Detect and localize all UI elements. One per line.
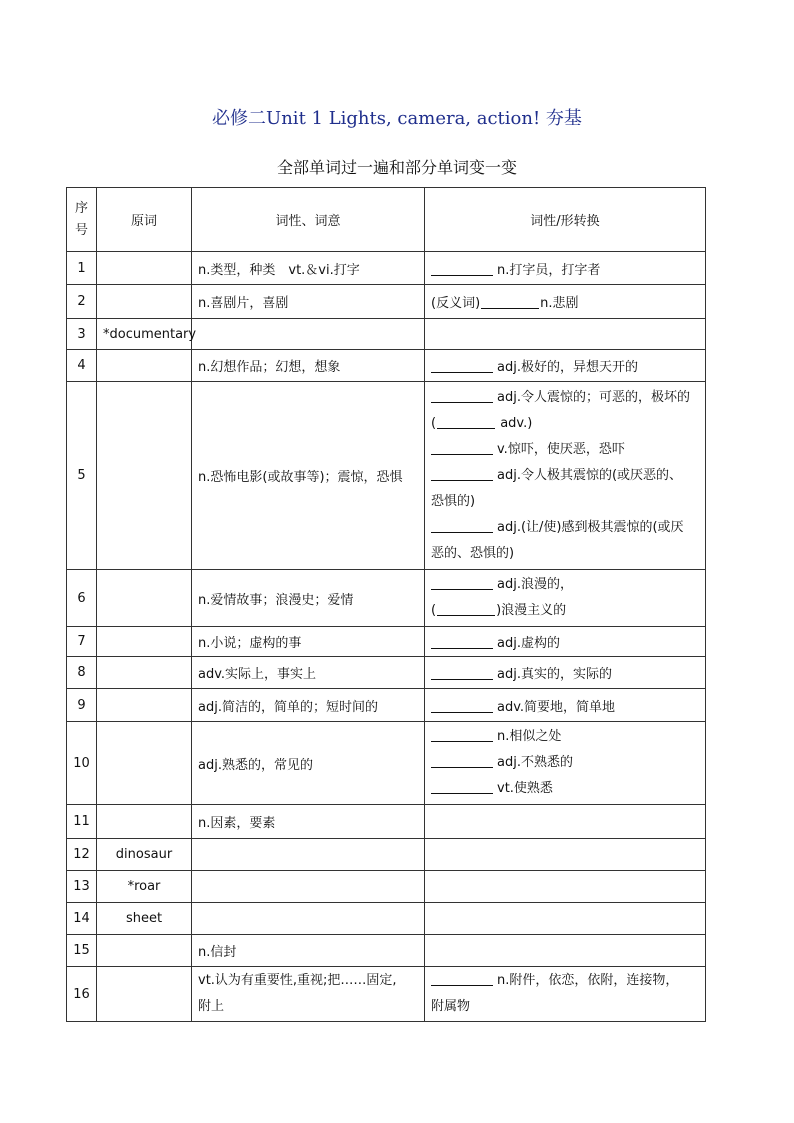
word-forms: [425, 967, 706, 1022]
table-row: [67, 627, 706, 657]
word-forms: [425, 689, 706, 722]
row-number: 3: [67, 319, 97, 350]
answer-blank[interactable]: [431, 753, 493, 768]
form-hint: adj.不熟悉的: [497, 755, 573, 770]
form-hint: n.悲剧: [540, 296, 579, 311]
row-number: 13: [67, 871, 97, 903]
word-meaning: [192, 903, 425, 935]
answer-blank[interactable]: [431, 698, 493, 713]
word-forms: [425, 935, 706, 967]
table-row: [67, 839, 706, 871]
row-number: 10: [67, 722, 97, 805]
word-forms: [425, 319, 706, 350]
table-row: [67, 903, 706, 935]
original-word: dinosaur: [97, 839, 192, 871]
form-hint: adv.简要地，简单地: [497, 699, 616, 715]
original-word: [97, 627, 192, 657]
word-meaning: [192, 967, 425, 1022]
answer-blank[interactable]: [431, 779, 493, 794]
vocabulary-table: [66, 187, 706, 1022]
row-number: 12: [67, 839, 97, 871]
original-word: [97, 935, 192, 967]
answer-blank[interactable]: [431, 261, 493, 276]
word-meaning: n.信封: [192, 935, 425, 967]
word-meaning: n.喜剧片，喜剧: [192, 285, 425, 319]
original-word: [97, 657, 192, 689]
answer-blank[interactable]: [431, 466, 493, 481]
answer-blank[interactable]: [437, 601, 495, 616]
original-word: [97, 570, 192, 627]
word-forms: [425, 382, 706, 570]
table-row: [67, 871, 706, 903]
word-meaning: n.恐怖电影(或故事等)；震惊，恐惧: [192, 382, 425, 570]
form-hint: adj.令人极其震惊的(或厌恶的、: [497, 467, 683, 483]
form-hint: adv.): [500, 415, 533, 431]
answer-blank[interactable]: [431, 388, 493, 403]
row-number: 8: [67, 657, 97, 689]
form-hint: n.附件，依恋，依附，连接物，: [497, 973, 679, 988]
row-number: 14: [67, 903, 97, 935]
answer-blank[interactable]: [431, 727, 493, 742]
answer-blank[interactable]: [431, 440, 493, 455]
original-word: [97, 689, 192, 722]
word-meaning: [192, 319, 425, 350]
form-hint: 恐惧的): [431, 493, 476, 509]
original-word: [97, 382, 192, 570]
original-word: sheet: [97, 903, 192, 935]
form-hint: (: [431, 415, 437, 431]
word-meaning: n.因素，要素: [192, 805, 425, 839]
original-word: [97, 805, 192, 839]
word-meaning: adv.实际上，事实上: [192, 657, 425, 689]
form-hint: 恶的、恐惧的): [431, 545, 515, 561]
table-row: [67, 285, 706, 319]
word-forms: [425, 657, 706, 689]
table-row: [67, 570, 706, 627]
form-hint: n.相似之处: [497, 729, 562, 744]
row-number: 16: [67, 967, 97, 1022]
form-hint: )浪漫主义的: [496, 603, 567, 618]
meaning-line: 附上: [198, 999, 225, 1014]
word-meaning: [192, 839, 425, 871]
original-word: *documentary: [97, 319, 192, 350]
answer-blank[interactable]: [431, 665, 493, 680]
row-number: 11: [67, 805, 97, 839]
row-number: 7: [67, 627, 97, 657]
word-forms: [425, 350, 706, 382]
answer-blank[interactable]: [481, 294, 539, 309]
word-forms: [425, 252, 706, 285]
answer-blank[interactable]: [431, 518, 493, 533]
word-forms: [425, 627, 706, 657]
word-forms: [425, 903, 706, 935]
word-meaning: [192, 871, 425, 903]
form-hint: n.打字员，打字者: [497, 262, 601, 278]
word-meaning: n.爱情故事；浪漫史；爱情: [192, 570, 425, 627]
word-forms: [425, 570, 706, 627]
table-row: [67, 967, 706, 1022]
header-seq: 序 号: [67, 188, 97, 252]
table-header-row: [67, 188, 706, 252]
form-hint: 附属物: [431, 999, 471, 1014]
header-original: 原词: [97, 188, 192, 252]
answer-blank[interactable]: [431, 358, 493, 373]
row-number: 9: [67, 689, 97, 722]
word-forms: [425, 722, 706, 805]
form-hint: adj.(让/使)感到极其震惊的(或厌: [497, 519, 684, 535]
page-subtitle: 全部单词过一遍和部分单词变一变: [276, 158, 517, 177]
meaning-line: vt.认为有重要性,重视;把……固定,: [198, 973, 397, 988]
word-forms: [425, 871, 706, 903]
table-row: [67, 805, 706, 839]
original-word: [97, 350, 192, 382]
table-row: [67, 382, 706, 570]
form-hint: adj.浪漫的，: [497, 577, 573, 592]
answer-blank[interactable]: [437, 414, 495, 429]
table-row: [67, 935, 706, 967]
row-number: 6: [67, 570, 97, 627]
table-row: [67, 722, 706, 805]
table-row: [67, 252, 706, 285]
row-number: 15: [67, 935, 97, 967]
row-number: 5: [67, 382, 97, 570]
answer-blank[interactable]: [431, 634, 493, 649]
answer-blank[interactable]: [431, 575, 493, 590]
original-word: [97, 252, 192, 285]
row-number: 2: [67, 285, 97, 319]
header-meaning: 词性、词意: [192, 188, 425, 252]
form-hint: adj.真实的，实际的: [497, 667, 612, 682]
word-meaning: n.类型，种类 vt.＆vi.打字: [192, 252, 425, 285]
word-meaning: n.小说；虚构的事: [192, 627, 425, 657]
table-row: [67, 689, 706, 722]
original-word: *roar: [97, 871, 192, 903]
word-meaning: adj.熟悉的，常见的: [192, 722, 425, 805]
table-row: [67, 657, 706, 689]
form-hint: adj.虚构的: [497, 636, 560, 651]
form-hint: adj.极好的，异想天开的: [497, 360, 638, 375]
original-word: [97, 722, 192, 805]
form-hint: v.惊吓，使厌恶，恐吓: [497, 441, 625, 457]
form-hint: adj.令人震惊的；可恶的，极坏的: [497, 389, 690, 405]
word-forms: [425, 805, 706, 839]
original-word: [97, 967, 192, 1022]
row-number: 4: [67, 350, 97, 382]
word-forms: [425, 839, 706, 871]
original-word: [97, 285, 192, 319]
word-meaning: adj.简洁的，简单的；短时间的: [192, 689, 425, 722]
form-hint: (反义词): [431, 296, 481, 311]
row-number: 1: [67, 252, 97, 285]
table-row: [67, 350, 706, 382]
form-hint: vt.使熟悉: [497, 781, 553, 796]
answer-blank[interactable]: [431, 971, 493, 986]
header-forms: 词性/形转换: [425, 188, 706, 252]
word-meaning: n.幻想作品；幻想，想象: [192, 350, 425, 382]
table-row: [67, 319, 706, 350]
word-forms: [425, 285, 706, 319]
form-hint: (: [431, 603, 437, 618]
page-title: 必修二Unit 1 Lights, camera, action! 夯基: [212, 108, 582, 129]
